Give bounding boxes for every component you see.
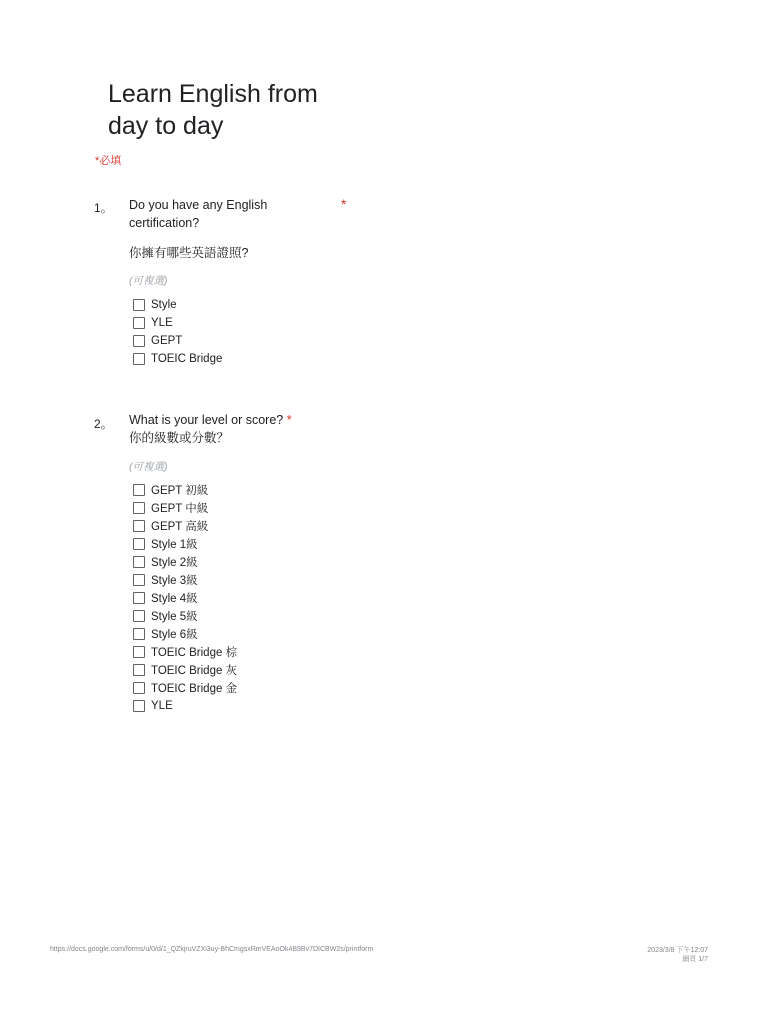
checkbox[interactable] bbox=[133, 646, 145, 658]
checkbox[interactable] bbox=[133, 574, 145, 586]
checkbox-option[interactable] bbox=[133, 679, 237, 697]
checkbox[interactable] bbox=[133, 484, 145, 496]
multi-select-hint: (可複選) bbox=[129, 275, 168, 287]
checkbox[interactable] bbox=[133, 610, 145, 622]
checkbox-label: GEPT 高級 bbox=[151, 521, 209, 533]
checkbox[interactable] bbox=[133, 538, 145, 550]
checkbox-option[interactable] bbox=[133, 481, 237, 499]
checkbox-option[interactable] bbox=[133, 332, 222, 350]
checkbox-label: TOEIC Bridge 棕 bbox=[151, 647, 238, 659]
footer-page-number: 網頁 1/7 bbox=[682, 956, 708, 963]
checkbox-label: Style 2級 bbox=[151, 557, 198, 569]
question-subtext: 你擁有哪些英語證照? bbox=[129, 246, 249, 260]
checkbox[interactable] bbox=[133, 628, 145, 640]
checkbox-option[interactable] bbox=[133, 553, 237, 571]
footer-datetime: 2023/3/8 下午12:07 bbox=[647, 947, 708, 954]
required-asterisk: * bbox=[341, 196, 347, 212]
checkbox[interactable] bbox=[133, 664, 145, 676]
checkbox-option[interactable] bbox=[133, 314, 222, 332]
checkbox-label: GEPT 中級 bbox=[151, 503, 209, 515]
checkbox-label: Style 4級 bbox=[151, 593, 198, 605]
checkbox-label: Style 6級 bbox=[151, 629, 198, 641]
checkbox-label: TOEIC Bridge bbox=[151, 353, 223, 365]
form-title: Learn English from day to day bbox=[108, 80, 318, 140]
checkbox[interactable] bbox=[133, 520, 145, 532]
checkbox-option[interactable] bbox=[133, 625, 237, 643]
checkbox-label: YLE bbox=[151, 700, 173, 712]
question-number: 1。 bbox=[94, 201, 113, 215]
checkbox[interactable] bbox=[133, 556, 145, 568]
checkbox[interactable] bbox=[133, 317, 145, 329]
checkbox[interactable] bbox=[133, 592, 145, 604]
footer-meta bbox=[647, 946, 708, 964]
checkbox[interactable] bbox=[133, 700, 145, 712]
checkbox-option[interactable] bbox=[133, 643, 237, 661]
question-subtext: 你的級數或分數？ bbox=[129, 431, 230, 445]
checkbox-option[interactable] bbox=[133, 517, 237, 535]
multi-select-hint: (可複選) bbox=[129, 461, 168, 473]
checkbox-label: Style 1級 bbox=[151, 539, 198, 551]
question-number: 2。 bbox=[94, 417, 113, 431]
checkbox-label: Style bbox=[151, 299, 177, 311]
checkbox-option[interactable] bbox=[133, 661, 237, 679]
checkbox-option[interactable] bbox=[133, 607, 237, 625]
checkbox-label: GEPT bbox=[151, 335, 183, 347]
checkbox[interactable] bbox=[133, 335, 145, 347]
checkbox-label: YLE bbox=[151, 317, 173, 329]
checkbox-label: TOEIC Bridge 金 bbox=[151, 683, 238, 695]
checkbox-label: Style 3級 bbox=[151, 575, 198, 587]
checkbox-group bbox=[133, 481, 237, 715]
checkbox-option[interactable] bbox=[133, 499, 237, 517]
checkbox-option[interactable] bbox=[133, 697, 237, 715]
checkbox[interactable] bbox=[133, 502, 145, 514]
checkbox-label: GEPT 初級 bbox=[151, 485, 209, 497]
checkbox-option[interactable] bbox=[133, 350, 222, 368]
required-note: *必填 bbox=[95, 155, 122, 167]
question-text: Do you have any English certification? bbox=[129, 198, 268, 230]
checkbox[interactable] bbox=[133, 682, 145, 694]
checkbox[interactable] bbox=[133, 353, 145, 365]
checkbox-group bbox=[133, 296, 222, 368]
question-text bbox=[129, 411, 292, 429]
question-text-label: What is your level or score? bbox=[129, 413, 284, 427]
checkbox-option[interactable] bbox=[133, 589, 237, 607]
footer-url: https://docs.google.com/forms/u/0/d/1_QZkjruVZXi3uy-BhCmgsxRmVEAoOk4B9Bv7DICBW2s/printform bbox=[50, 946, 374, 953]
checkbox[interactable] bbox=[133, 299, 145, 311]
checkbox-label: Style 5級 bbox=[151, 611, 198, 623]
required-asterisk: * bbox=[286, 413, 292, 427]
checkbox-option[interactable] bbox=[133, 296, 222, 314]
checkbox-option[interactable] bbox=[133, 535, 237, 553]
checkbox-label: TOEIC Bridge 灰 bbox=[151, 665, 238, 677]
checkbox-option[interactable] bbox=[133, 571, 237, 589]
